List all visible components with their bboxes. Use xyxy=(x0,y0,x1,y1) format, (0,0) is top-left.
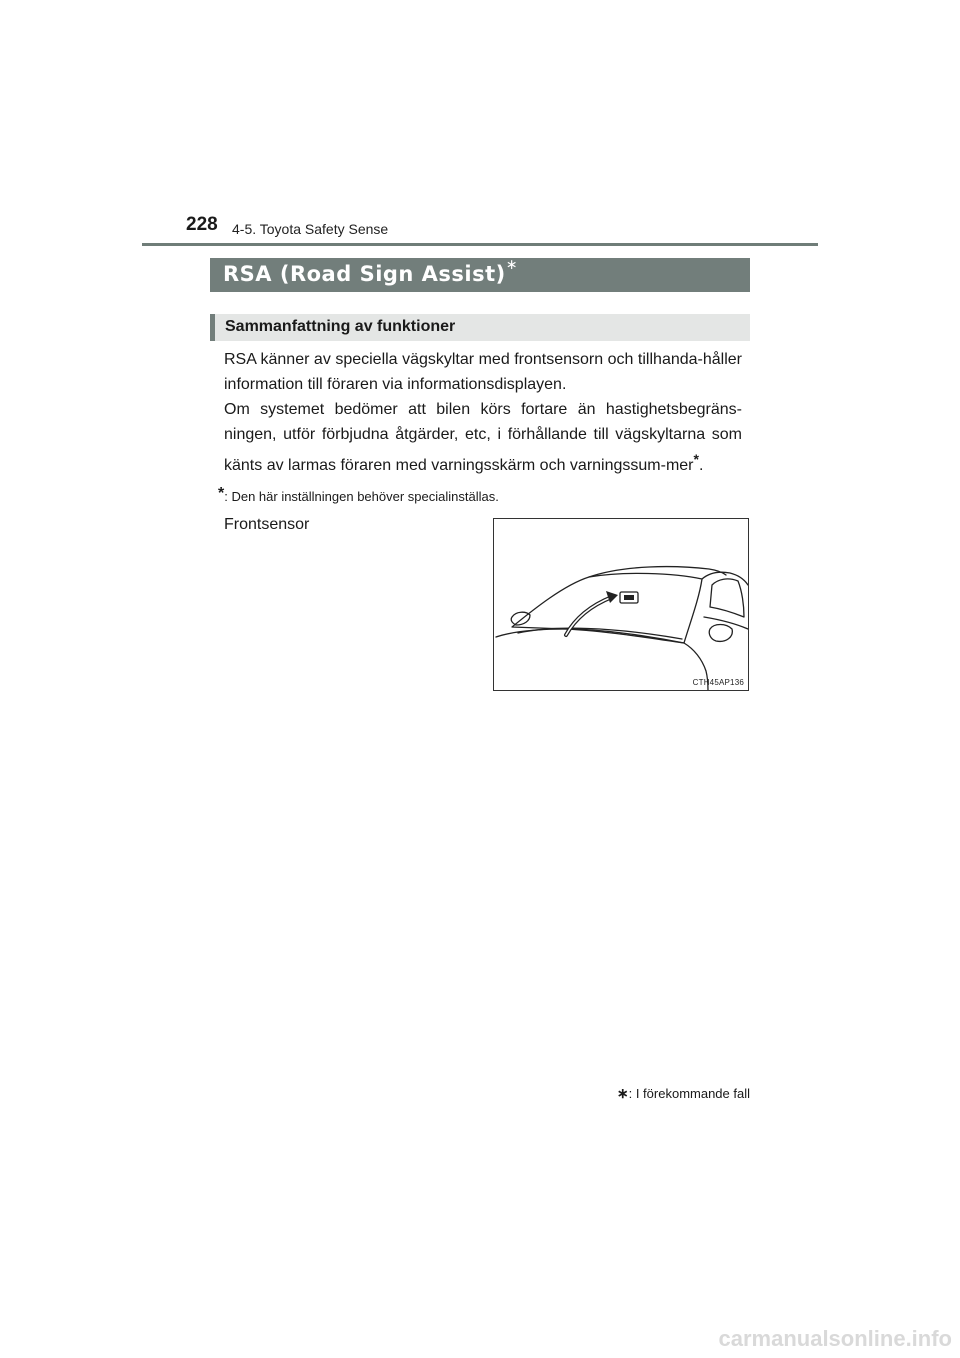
front-sensor-icon xyxy=(620,592,638,603)
optional-equipment-note-text: : I förekommande fall xyxy=(628,1086,750,1101)
optional-equipment-note xyxy=(617,1085,750,1102)
subsection-accent xyxy=(210,314,215,341)
figure-frontsensor xyxy=(493,518,749,691)
section-title-text: RSA (Road Sign Assist) xyxy=(223,262,506,286)
header-divider xyxy=(142,243,818,246)
page-number: 228 xyxy=(186,214,218,235)
footnote xyxy=(218,485,499,504)
subsection-title: Sammanfattning av funktioner xyxy=(225,318,456,335)
footnote-text: : Den här inställningen behöver specialinställas. xyxy=(224,489,499,504)
body-paragraph-2 xyxy=(224,397,742,478)
windshield-lower-edge xyxy=(518,628,682,639)
figure-label: Frontsensor xyxy=(224,516,310,533)
optional-equipment-note-star: ∗ xyxy=(616,1085,629,1101)
body-paragraph-2-text: Om systemet bedömer att bilen körs fortare än hastighetsbegräns-ningen, utför förbjudna åtgärder, etc, i förhållande till vägskyltarna som känts av larmas föraren med varningsskärm och varningssum-mer xyxy=(224,401,742,474)
door-line xyxy=(704,617,748,629)
windshield-outline xyxy=(512,573,702,643)
roof-line xyxy=(589,567,726,577)
windshield-illustration xyxy=(494,519,748,690)
body-paragraph-1: RSA känner av speciella vägskyltar med frontsensorn och tillhanda-håller information till föraren via informationsdisplayen. xyxy=(224,351,742,393)
running-head: 4-5. Toyota Safety Sense xyxy=(232,221,389,237)
section-title-bar xyxy=(210,258,750,292)
side-window xyxy=(710,579,744,617)
section-title xyxy=(223,257,519,286)
right-mirror xyxy=(709,625,732,642)
footnote-reference: * xyxy=(693,451,699,467)
body-paragraph-2-end: . xyxy=(698,457,704,474)
subsection-title-bar xyxy=(210,314,750,341)
watermark: carmanualsonline.info xyxy=(718,1326,952,1351)
optional-equipment-mark: ∗ xyxy=(505,257,519,273)
footnote-star: * xyxy=(218,485,225,502)
figure-code: CTH45AP136 xyxy=(692,678,744,687)
